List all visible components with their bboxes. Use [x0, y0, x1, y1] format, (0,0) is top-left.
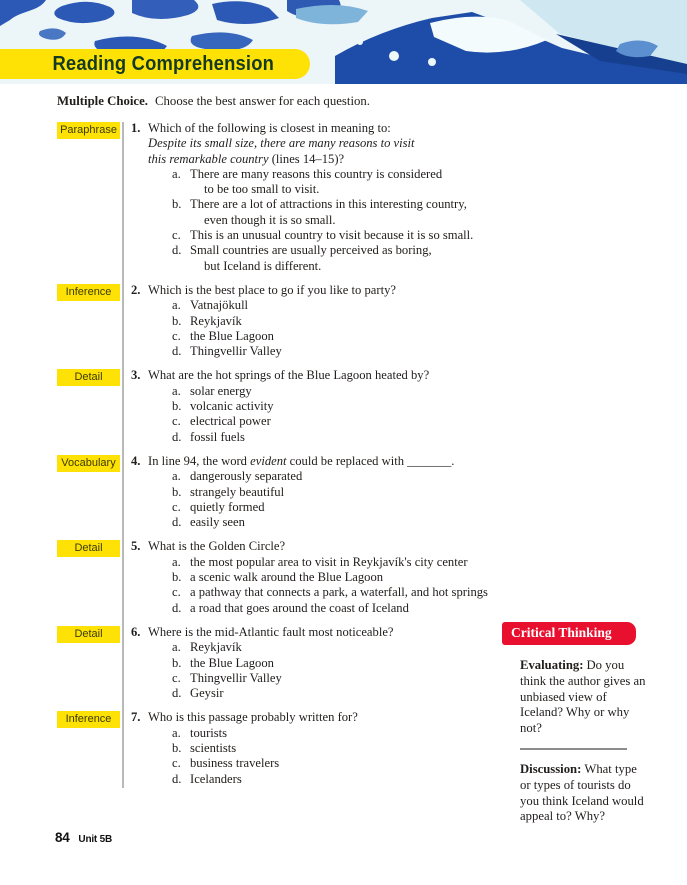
unit-label: Unit 5B [78, 834, 113, 845]
option-letter: c. [172, 670, 181, 685]
option-letter: b. [172, 399, 182, 414]
answer-option [172, 344, 509, 359]
evaluating-paragraph [520, 658, 650, 737]
question-stem: Where is the mid-Atlantic fault most noticeable? [148, 624, 394, 639]
option-letter: b. [172, 570, 182, 585]
question-list [57, 121, 509, 787]
page-title: Reading Comprehension [52, 53, 275, 75]
option-text: This is an unusual country to visit because it is so small. [190, 228, 474, 243]
option-letter: a. [172, 166, 181, 181]
question-number: 1. [131, 121, 141, 135]
option-letter: c. [172, 585, 181, 600]
question-stem: Who is this passage probably written for? [148, 710, 358, 725]
question-stem: In line 94, the word evident could be replaced with _______. [148, 453, 455, 468]
question-stem: Which is the best place to go if you like to party? [148, 282, 396, 297]
question-type-tag: Paraphrase [57, 122, 120, 139]
page-number: 84 [55, 830, 70, 845]
question-row [57, 454, 509, 530]
question-stem-row [131, 625, 509, 640]
evaluating-text: Do you think the author gives an unbiased view of Iceland? Why or why not? [520, 658, 646, 736]
question-row [57, 121, 509, 274]
question-stem: What are the hot springs of the Blue Lagoon heated by? [148, 368, 430, 383]
option-letter: a. [172, 383, 181, 398]
question-number: 4. [131, 453, 141, 468]
question-number: 5. [131, 539, 141, 554]
question-row [57, 710, 509, 786]
option-letter: c. [172, 499, 181, 514]
option-text: electrical power [190, 414, 271, 429]
question-number: 6. [131, 624, 141, 639]
answer-option [172, 485, 509, 500]
option-text: tourists [190, 725, 228, 740]
option-text: the most popular area to visit in Reykjavík's city center [190, 554, 468, 569]
question-number: 2. [131, 282, 141, 297]
answer-option [172, 469, 509, 484]
question-tag-column [57, 710, 120, 786]
question-stem-row [131, 539, 509, 554]
question-type-tag: Detail [57, 626, 120, 643]
question-stem: What is the Golden Circle? [148, 539, 286, 554]
question-body [131, 368, 509, 444]
question-number: 3. [131, 368, 141, 383]
question-type-tag: Inference [57, 284, 120, 301]
option-text: dangerously separated [190, 469, 303, 484]
answer-option [172, 414, 509, 429]
option-text: Reykjavík [190, 640, 242, 655]
option-letter: d. [172, 771, 182, 786]
answer-option [172, 399, 509, 414]
question-stem-row [131, 283, 509, 298]
critical-thinking-header: Critical Thinking [502, 622, 636, 645]
critical-thinking-body [520, 658, 650, 825]
question-tag-column [57, 539, 120, 615]
answer-option [172, 601, 509, 616]
option-letter: c. [172, 328, 181, 343]
question-options [172, 555, 509, 616]
option-letter: a. [172, 554, 181, 569]
option-text: Small countries are usually perceived as boring, but Iceland is different. [190, 243, 432, 273]
option-letter: c. [172, 228, 181, 243]
option-letter: d. [172, 243, 182, 258]
question-tag-column [57, 454, 120, 530]
answer-option [172, 515, 509, 530]
option-text: Vatnajökull [190, 298, 249, 313]
option-letter: b. [172, 484, 182, 499]
question-body [131, 283, 509, 359]
instruction-line [57, 94, 370, 109]
question-body [131, 454, 509, 530]
option-letter: a. [172, 298, 181, 313]
critical-thinking-panel [502, 622, 662, 825]
option-text: Thingvellir Valley [190, 670, 282, 685]
option-text: fossil fuels [190, 429, 245, 444]
question-rule [122, 122, 124, 788]
question-type-tag: Detail [57, 369, 120, 386]
question-stem-row [131, 121, 509, 167]
option-text: strangely beautiful [190, 484, 285, 499]
answer-option [172, 671, 509, 686]
discussion-text: What type or types of tourists do you think Iceland would appeal to? Why? [520, 761, 644, 824]
question-row [57, 368, 509, 444]
question-tag-column [57, 283, 120, 359]
discussion-paragraph [520, 762, 650, 825]
question-body [131, 539, 509, 615]
question-row [57, 283, 509, 359]
question-tag-column [57, 121, 120, 274]
answer-option [172, 329, 509, 344]
option-letter: b. [172, 655, 182, 670]
page-header [0, 0, 687, 84]
question-stem-row [131, 454, 509, 469]
question-tag-column [57, 368, 120, 444]
option-letter: b. [172, 197, 182, 212]
answer-option [172, 756, 509, 771]
question-options [172, 640, 509, 701]
option-text: the Blue Lagoon [190, 655, 274, 670]
option-text: business travelers [190, 756, 280, 771]
option-letter: c. [172, 414, 181, 429]
question-row [57, 625, 509, 701]
answer-option [172, 167, 509, 198]
option-text: a road that goes around the coast of Iceland [190, 600, 409, 615]
question-body [131, 121, 509, 274]
option-text: Icelanders [190, 771, 242, 786]
instruction-text: Choose the best answer for each question. [155, 94, 370, 108]
question-options [172, 384, 509, 445]
evaluating-label: Evaluating: [520, 658, 584, 672]
question-options [172, 469, 509, 530]
question-stem: Which of the following is closest in meaning to: Despite its small size, there are many reasons to visit this remarkable country (lines 14–15)? [148, 121, 415, 166]
question-type-tag: Vocabulary [57, 455, 120, 472]
answer-option [172, 656, 509, 671]
option-text: the Blue Lagoon [190, 328, 274, 343]
option-letter: d. [172, 344, 182, 359]
question-type-tag: Inference [57, 711, 120, 728]
answer-option [172, 555, 509, 570]
answer-option [172, 298, 509, 313]
question-tag-column [57, 625, 120, 701]
answer-option [172, 197, 509, 228]
answer-option [172, 500, 509, 515]
question-options [172, 167, 509, 274]
answer-option [172, 640, 509, 655]
answer-option [172, 243, 509, 274]
question-row [57, 539, 509, 615]
answer-option [172, 741, 509, 756]
question-body [131, 625, 509, 701]
option-text: solar energy [190, 383, 252, 398]
option-text: Reykjavík [190, 313, 242, 328]
answer-option [172, 384, 509, 399]
answer-option [172, 585, 509, 600]
answer-option [172, 430, 509, 445]
answer-option [172, 570, 509, 585]
option-text: a pathway that connects a park, a waterfall, and hot springs [190, 585, 488, 600]
answer-option [172, 686, 509, 701]
option-text: Geysir [190, 686, 224, 701]
option-letter: d. [172, 515, 182, 530]
option-text: easily seen [190, 515, 245, 530]
section-banner [0, 49, 310, 79]
critical-thinking-divider [520, 748, 627, 750]
question-options [172, 726, 509, 787]
option-letter: d. [172, 686, 182, 701]
option-text: volcanic activity [190, 399, 274, 414]
option-text: a scenic walk around the Blue Lagoon [190, 570, 384, 585]
option-text: There are a lot of attractions in this interesting country, even though it is so small. [190, 197, 467, 227]
instruction-label: Multiple Choice. [57, 94, 148, 108]
option-text: There are many reasons this country is considered to be too small to visit. [190, 166, 443, 197]
option-letter: d. [172, 600, 182, 615]
option-letter: c. [172, 756, 181, 771]
question-number: 7. [131, 710, 141, 725]
question-stem-row [131, 368, 509, 383]
question-type-tag: Detail [57, 540, 120, 557]
option-text: scientists [190, 740, 237, 755]
answer-option [172, 228, 509, 243]
answer-option [172, 314, 509, 329]
page-footer [55, 830, 112, 845]
option-letter: a. [172, 725, 181, 740]
question-stem-row [131, 710, 509, 725]
option-letter: b. [172, 740, 182, 755]
option-text: quietly formed [190, 499, 265, 514]
option-letter: a. [172, 640, 181, 655]
questions-area [57, 121, 509, 796]
question-options [172, 298, 509, 359]
answer-option [172, 726, 509, 741]
question-body [131, 710, 509, 786]
option-text: Thingvellir Valley [190, 344, 282, 359]
discussion-label: Discussion: [520, 761, 582, 776]
option-letter: a. [172, 469, 181, 484]
option-letter: b. [172, 313, 182, 328]
option-letter: d. [172, 429, 182, 444]
answer-option [172, 772, 509, 787]
